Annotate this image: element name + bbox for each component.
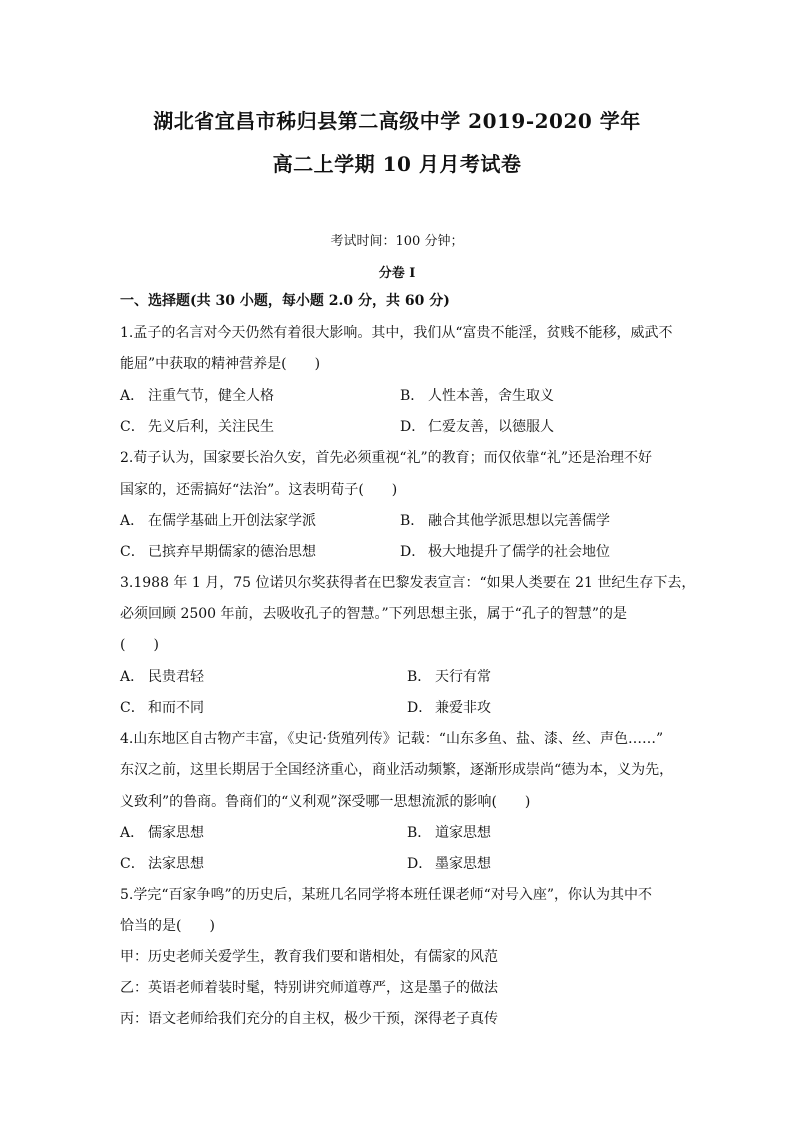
question-3-option-a: [120, 666, 204, 686]
question-1-option-b: [400, 385, 554, 405]
option-text: 和而不同: [148, 700, 204, 716]
option-letter: B．: [400, 388, 425, 404]
option-text: 民贵君轻: [148, 669, 204, 685]
question-2-option-d: [400, 541, 610, 561]
option-letter: D．: [400, 419, 426, 435]
question-5-line-1: 5.学完“百家争鸣”的历史后，某班几名同学将本班任课老师“对号入座”，你认为其中不: [120, 887, 652, 903]
question-3-line-1: 3.1988 年 1 月，75 位诺贝尔奖获得者在巴黎发表宣言：“如果人类要在 21 世纪生存下去，: [120, 575, 696, 591]
question-1-line-1: 1.孟子的名言对今天仍然有着很大影响。其中，我们从“富贵不能淫，贫贱不能移，威武不: [120, 325, 673, 341]
question-4-option-d: [407, 853, 491, 873]
option-text: 先义后利，关注民生: [148, 419, 274, 435]
option-letter: D．: [407, 856, 433, 872]
option-letter: C．: [120, 544, 145, 560]
option-text: 人性本善，舍生取义: [428, 388, 554, 404]
option-letter: A．: [120, 669, 145, 685]
question-3-line-2: 必须回顾 2500 年前，去吸收孔子的智慧。”下列思想主张，属于“孔子的智慧”的是: [120, 606, 627, 622]
option-text: 天行有常: [435, 669, 491, 685]
question-5-statement-bing: 丙：语文老师给我们充分的自主权，极少干预，深得老子真传: [120, 1011, 498, 1027]
question-1-option-d: [400, 416, 554, 436]
question-5-statement-yi: 乙：英语老师着装时髦，特别讲究师道尊严，这是墨子的做法: [120, 980, 498, 996]
exam-title-line2: 高二上学期 10 月月考试卷: [272, 152, 522, 176]
question-4-option-c: [120, 853, 204, 873]
question-1-line-2: 能屈”中获取的精神营养是( ): [120, 356, 321, 372]
question-1-option-a: [120, 385, 274, 405]
question-3-line-3: ( ): [120, 637, 159, 653]
question-4-option-b: [407, 822, 491, 842]
option-text: 兼爱非攻: [435, 700, 491, 716]
option-letter: C．: [120, 700, 145, 716]
option-text: 融合其他学派思想以完善儒学: [428, 513, 610, 529]
option-letter: B．: [407, 669, 432, 685]
question-2-option-b: [400, 510, 610, 530]
question-2-line-1: 2.荀子认为，国家要长治久安，首先必须重视“礼”的教育；而仅依靠“礼”还是治理不好: [120, 450, 652, 466]
option-text: 仁爱友善，以德服人: [428, 419, 554, 435]
question-2-option-a: [120, 510, 316, 530]
option-text: 极大地提升了儒学的社会地位: [428, 544, 610, 560]
question-4-line-3: 义致利”的鲁商。鲁商们的“义利观”深受哪一思想流派的影响( ): [120, 794, 531, 810]
option-letter: C．: [120, 419, 145, 435]
exam-time: 考试时间：100 分钟；: [330, 234, 464, 249]
option-letter: D．: [407, 700, 433, 716]
option-text: 墨家思想: [435, 856, 491, 872]
question-5-line-2: 恰当的是( ): [120, 918, 215, 934]
option-letter: C．: [120, 856, 145, 872]
question-3-option-c: [120, 697, 204, 717]
question-2-line-2: 国家的，还需搞好“法治”。这表明荀子( ): [120, 482, 398, 498]
option-letter: B．: [400, 513, 425, 529]
question-4-line-2: 东汉之前，这里长期居于全国经济重心，商业活动频繁，逐渐形成崇尚“德为本，义为先，: [120, 762, 674, 778]
option-letter: A．: [120, 388, 145, 404]
question-3-option-d: [407, 697, 491, 717]
question-1-option-c: [120, 416, 274, 436]
question-5-statement-jia: 甲：历史老师关爱学生，教育我们要和谐相处，有儒家的风范: [120, 949, 498, 965]
option-text: 已摈弃早期儒家的德治思想: [148, 544, 316, 560]
option-text: 注重气节，健全人格: [148, 388, 274, 404]
option-text: 在儒学基础上开创法家学派: [148, 513, 316, 529]
exam-title-line1: 湖北省宜昌市秭归县第二高级中学 2019-2020 学年: [153, 109, 641, 133]
option-letter: A．: [120, 513, 145, 529]
question-4-option-a: [120, 822, 204, 842]
section-heading: 一、选择题(共 30 小题，每小题 2.0 分，共 60 分): [120, 293, 450, 309]
question-4-line-1: 4.山东地区自古物产丰富，《史记·货殖列传》记载：“山东多鱼、盐、漆、丝、声色……”: [120, 731, 664, 747]
option-text: 道家思想: [435, 825, 491, 841]
option-letter: D．: [400, 544, 426, 560]
question-2-option-c: [120, 541, 316, 561]
question-3-option-b: [407, 666, 491, 686]
option-text: 儒家思想: [148, 825, 204, 841]
option-letter: A．: [120, 825, 145, 841]
option-letter: B．: [407, 825, 432, 841]
option-text: 法家思想: [148, 856, 204, 872]
part-label: 分卷 I: [378, 266, 416, 281]
